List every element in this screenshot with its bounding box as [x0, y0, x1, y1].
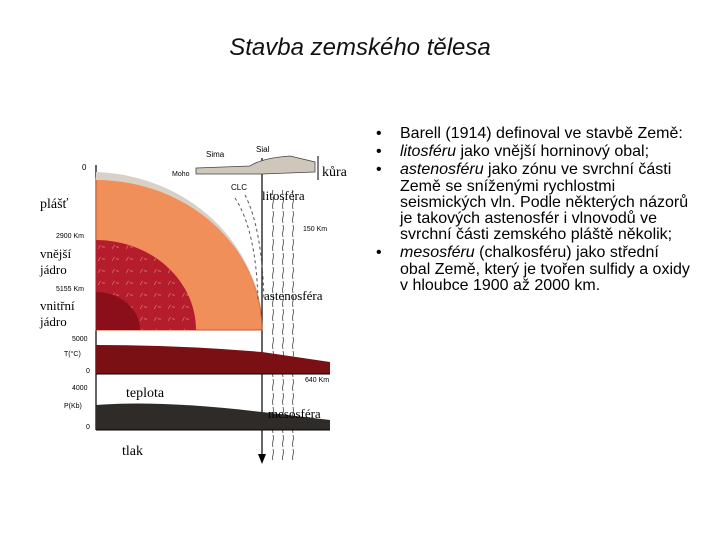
label-vnitrni-jadro: jádro [40, 314, 67, 329]
label-astenosfera: astenosféra [264, 288, 323, 303]
bullet-text: jako vnější horninový obal; [456, 143, 650, 161]
label-sial: Sial [256, 145, 270, 154]
label-teplota: teplota [126, 386, 165, 401]
label-kura: kůra [322, 165, 347, 180]
temperature-label: T(°C) [64, 351, 81, 358]
pressure-max: 4000 [72, 385, 88, 392]
label-vnejsi-jadro: vnější [40, 246, 72, 261]
bullet-text: jako zónu ve svrchní části Země se sníženými rychlostmi seismických vln. Podle některých názorů je takových astenosfér i vlnovodů ve svrchní části zemského pláště několik; [400, 161, 689, 244]
depth-0: 0 [82, 163, 87, 172]
pressure-min: 0 [86, 424, 90, 431]
bullet-term: mesosféru [400, 244, 475, 262]
depth-2900: 2900 Km [56, 233, 85, 240]
temperature-max: 5000 [72, 336, 88, 343]
label-plast: plášť [40, 197, 69, 212]
label-vnitrni-jadro: vnitřní [40, 298, 75, 313]
temperature-min: 0 [86, 368, 90, 375]
bullet-text: Barell (1914) definoval ve stavbě Země: [400, 125, 683, 142]
depth-5155: 5155 Km [56, 286, 85, 293]
depth-640: 640 Km [305, 377, 330, 384]
bullet-term: astenosféru [400, 161, 484, 179]
bullet-term: litosféru [400, 143, 457, 161]
label-mesosfera: mesosféra [268, 406, 321, 421]
label-tlak: tlak [122, 444, 143, 459]
label-litosfera: litosféra [262, 188, 305, 203]
label-clc: CLC [231, 183, 248, 192]
bullet-text: (chalkosféru) jako střední obal Země, který je tvořen sulfidy a oxidy v hloubce 1900 až 2000 km. [400, 244, 690, 294]
depth-150: 150 Km [303, 226, 328, 233]
pressure-label: P(Kb) [64, 403, 82, 410]
label-moho: Moho [172, 171, 190, 178]
label-sima: Sima [206, 150, 225, 159]
slide-title: Stavba zemského tělesa [229, 34, 491, 61]
axis-arrow [258, 454, 266, 464]
label-vnejsi-jadro: jádro [40, 262, 67, 277]
